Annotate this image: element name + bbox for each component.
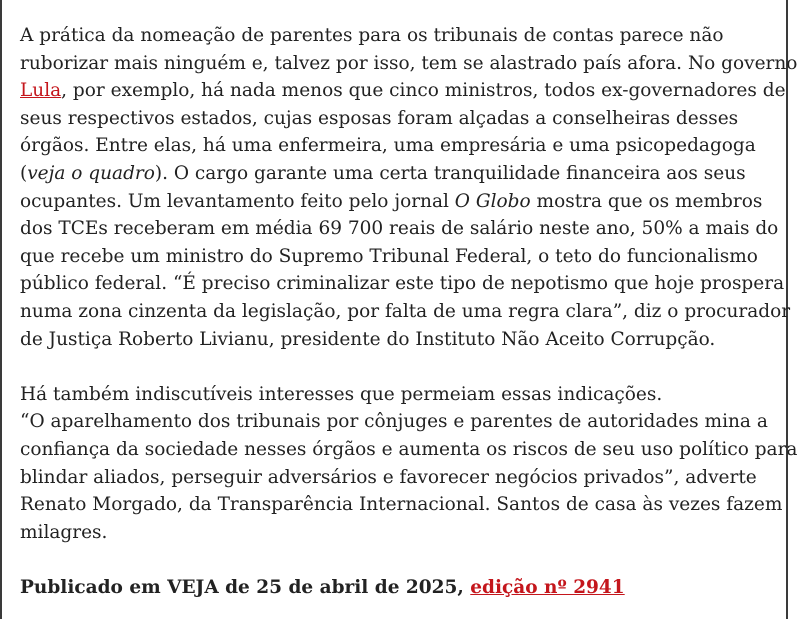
text-line: “O aparelhamento dos tribunais por cônjuges e parentes de autoridades mina a [20, 411, 768, 433]
article-body [20, 22, 798, 601]
text-line [20, 160, 780, 188]
text-line: público federal. “É preciso criminalizar este tipo de nepotismo que hoje prospera [20, 273, 785, 295]
text-line: Renato Morgado, da Transparência Internacional. Santos de casa às vezes fazem [20, 494, 783, 516]
paragraph-2 [20, 381, 798, 547]
text-line: Há também indiscutíveis interesses que permeiam essas indicações. [20, 383, 663, 405]
text-line: órgãos. Entre elas, há uma enfermeira, uma empresária e uma psicopedagoga [20, 135, 756, 157]
text-span: , por exemplo, há nada menos que cinco ministros, todos ex-governadores de [61, 80, 786, 102]
text-span: mostra que os membros [530, 190, 763, 212]
text-line: milagres. [20, 521, 108, 543]
text-line: dos TCEs receberam em média 69 700 reais de salário neste ano, 50% a mais do [20, 218, 779, 240]
paragraph-1 [20, 22, 798, 353]
text-line: A prática da nomeação de parentes para os tribunais de contas parece não [20, 25, 724, 46]
publication-credit [20, 574, 780, 602]
text-span: ). O cargo garante uma certa tranquilidade financeira aos seus [154, 162, 746, 184]
o-globo-italic: O Globo [454, 190, 531, 212]
lula-link[interactable]: Lula [20, 80, 62, 102]
paragraph-gap [20, 353, 780, 381]
text-span: ocupantes. Um levantamento feito pelo jornal [20, 190, 455, 212]
paragraph-gap [20, 546, 780, 574]
veja-o-quadro-italic: veja o quadro [27, 162, 155, 184]
text-line: blindar aliados, perseguir adversários e favorecer negócios privados”, adverte [20, 466, 757, 488]
text-line [20, 77, 786, 105]
text-span: ( [20, 162, 28, 184]
text-line: que recebe um ministro do Supremo Tribunal Federal, o teto do funcionalismo [20, 245, 758, 267]
edition-link[interactable]: edição nº 2941 [470, 576, 625, 598]
text-line: numa zona cinzenta da legislação, por falta de uma regra clara”, diz o procurador [20, 300, 791, 322]
publication-text: Publicado em VEJA de 25 de abril de 2025, [20, 576, 471, 598]
text-line: seus respectivos estados, cujas esposas foram alçadas a conselheiras desses [20, 107, 739, 129]
text-line: confiança da sociedade nesses órgãos e aumenta os riscos de seu uso político para [20, 438, 798, 460]
text-line: ruborizar mais ninguém e, talvez por isso, tem se alastrado país afora. No governo [20, 52, 798, 74]
text-line [20, 188, 780, 216]
text-line: de Justiça Roberto Livianu, presidente do Instituto Não Aceito Corrupção. [20, 328, 716, 350]
